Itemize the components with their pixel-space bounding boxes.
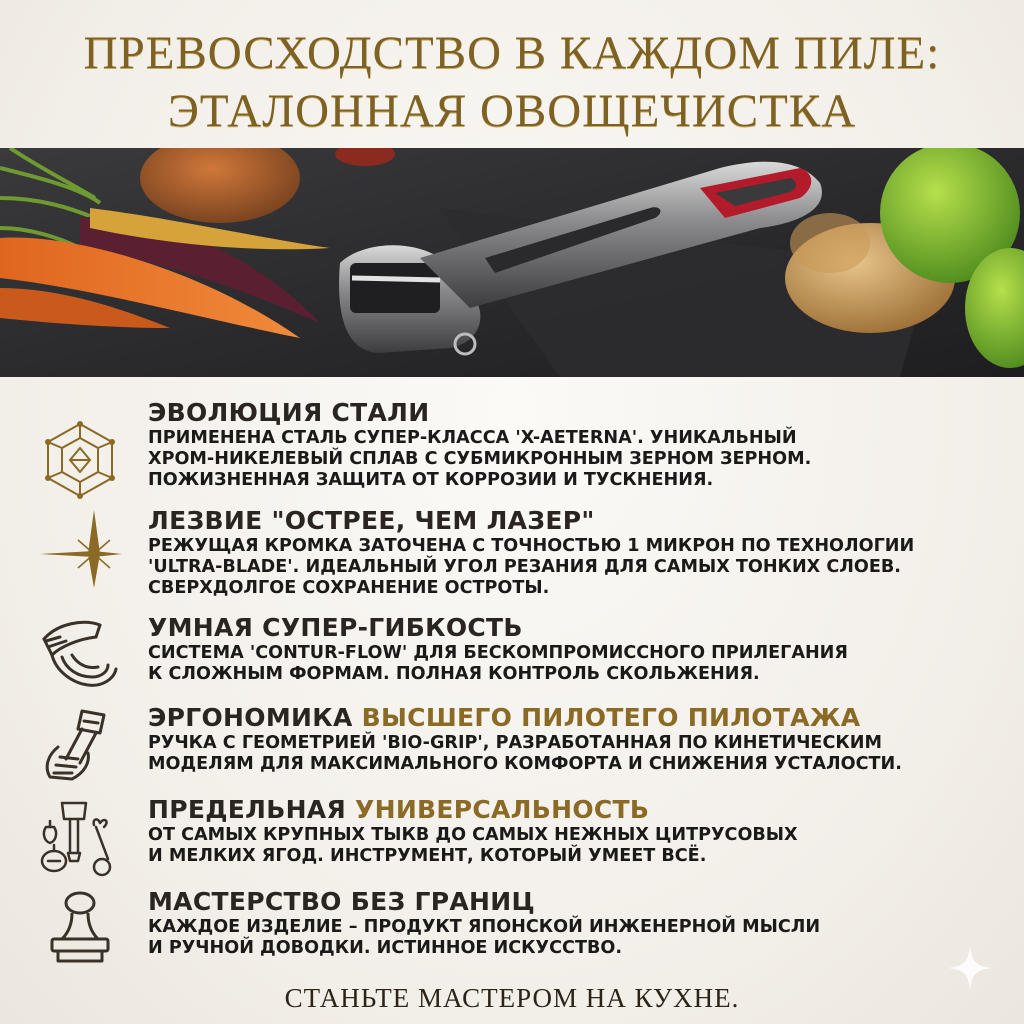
page-title-line-1: ПРЕВОСХОДСТВО В КАЖДОМ ПИЛЕ: [83, 27, 941, 79]
feature-heading: УМНАЯ СУПЕР-ГИБКОСТЬ [148, 613, 523, 642]
feature-line: 'ULTRA-BLADE'. ИДЕАЛЬНЫЙ УГОЛ РЕЗАНИЯ ДЛЯ САМЫХ ТОНКИХ СЛОЕВ. [148, 557, 901, 577]
feature-body [148, 643, 998, 685]
feature-line: СВЕРХДОЛГОЕ СОХРАНЕНИЕ ОСТРОТЫ. [148, 578, 550, 598]
feature-heading [148, 703, 860, 732]
feature-heading [148, 795, 649, 824]
feature-body [148, 825, 998, 867]
crystal-lattice-icon [38, 420, 122, 500]
heading-part-accent: ВЫСШЕГО ПИЛОТЕГО ПИЛОТАЖА [361, 703, 861, 732]
feature-line: И РУЧНОЙ ДОВОДКИ. ИСТИННОЕ ИСКУССТВО. [148, 938, 623, 958]
vegetables-peeler-icon [38, 797, 122, 877]
feature-line: ПОЖИЗНЕННАЯ ЗАЩИТА ОТ КОРРОЗИИ И ТУСКНЕНИЯ. [148, 470, 714, 490]
sparkle-icon [946, 944, 994, 992]
feature-body [148, 733, 998, 775]
feature-line: МОДЕЛЯМ ДЛЯ МАКСИМАЛЬНОГО КОМФОРТА И СНИЖЕНИЯ УСТАЛОСТИ. [148, 754, 902, 774]
feature-line: КАЖДОЕ ИЗДЕЛИЕ – ПРОДУКТ ЯПОНСКОЙ ИНЖЕНЕРНОЙ МЫСЛИ [148, 917, 821, 937]
sharp-blade-spark-icon [38, 510, 122, 590]
stamp-seal-icon [38, 889, 122, 969]
feature-heading: ЭВОЛЮЦИЯ СТАЛИ [148, 398, 430, 427]
feature-body [148, 917, 998, 959]
feature-line: РЕЖУЩАЯ КРОМКА ЗАТОЧЕНА С ТОЧНОСТЬЮ 1 МИКРОН ПО ТЕХНОЛОГИИ [148, 536, 915, 556]
hand-grip-peeler-icon [38, 707, 122, 787]
feature-line: ОТ САМЫХ КРУПНЫХ ТЫКВ ДО САМЫХ НЕЖНЫХ ЦИТРУСОВЫХ [148, 825, 798, 845]
feature-line: К СЛОЖНЫМ ФОРМАМ. ПОЛНАЯ КОНТРОЛЬ СКОЛЬЖЕНИЯ. [148, 664, 760, 684]
page-title-line-2: ЭТАЛОННАЯ ОВОЩЕЧИСТКА [167, 85, 857, 137]
feature-heading: ЛЕЗВИЕ "ОСТРЕЕ, ЧЕМ ЛАЗЕР" [148, 506, 595, 535]
hero-photo [0, 148, 1024, 377]
feature-body [148, 428, 998, 491]
heading-part: ЭРГОНОМИКА [148, 703, 362, 732]
heading-part: ПРЕДЕЛЬНАЯ [148, 795, 356, 824]
feature-line: СИСТЕМА 'CONTUR-FLOW' ДЛЯ БЕСКОМПРОМИССНОГО ПРИЛЕГАНИЯ [148, 643, 848, 663]
feature-heading: МАСТЕРСТВО БЕЗ ГРАНИЦ [148, 887, 535, 916]
flexible-peeler-icon [38, 615, 122, 695]
heading-part-accent: УНИВЕРСАЛЬНОСТЬ [355, 795, 650, 824]
feature-line: РУЧКА С ГЕОМЕТРИЕЙ 'BIO-GRIP', РАЗРАБОТАННАЯ ПО КИНЕТИЧЕСКИМ [148, 733, 882, 753]
footer-slogan: СТАНЬТЕ МАСТЕРОМ НА КУХНЕ. [284, 983, 740, 1013]
feature-line: И МЕЛКИХ ЯГОД. ИНСТРУМЕНТ, КОТОРЫЙ УМЕЕТ ВСЁ. [148, 846, 707, 866]
feature-line: ХРОМ-НИКЕЛЕВЫЙ СПЛАВ С СУБМИКРОННЫМ ЗЕРНОМ ЗЕРНОМ. [148, 449, 812, 469]
feature-body [148, 536, 998, 599]
feature-line: ПРИМЕНЕНА СТАЛЬ СУПЕР-КЛАССА 'X-AETERNA'. УНИКАЛЬНЫЙ [148, 428, 797, 448]
